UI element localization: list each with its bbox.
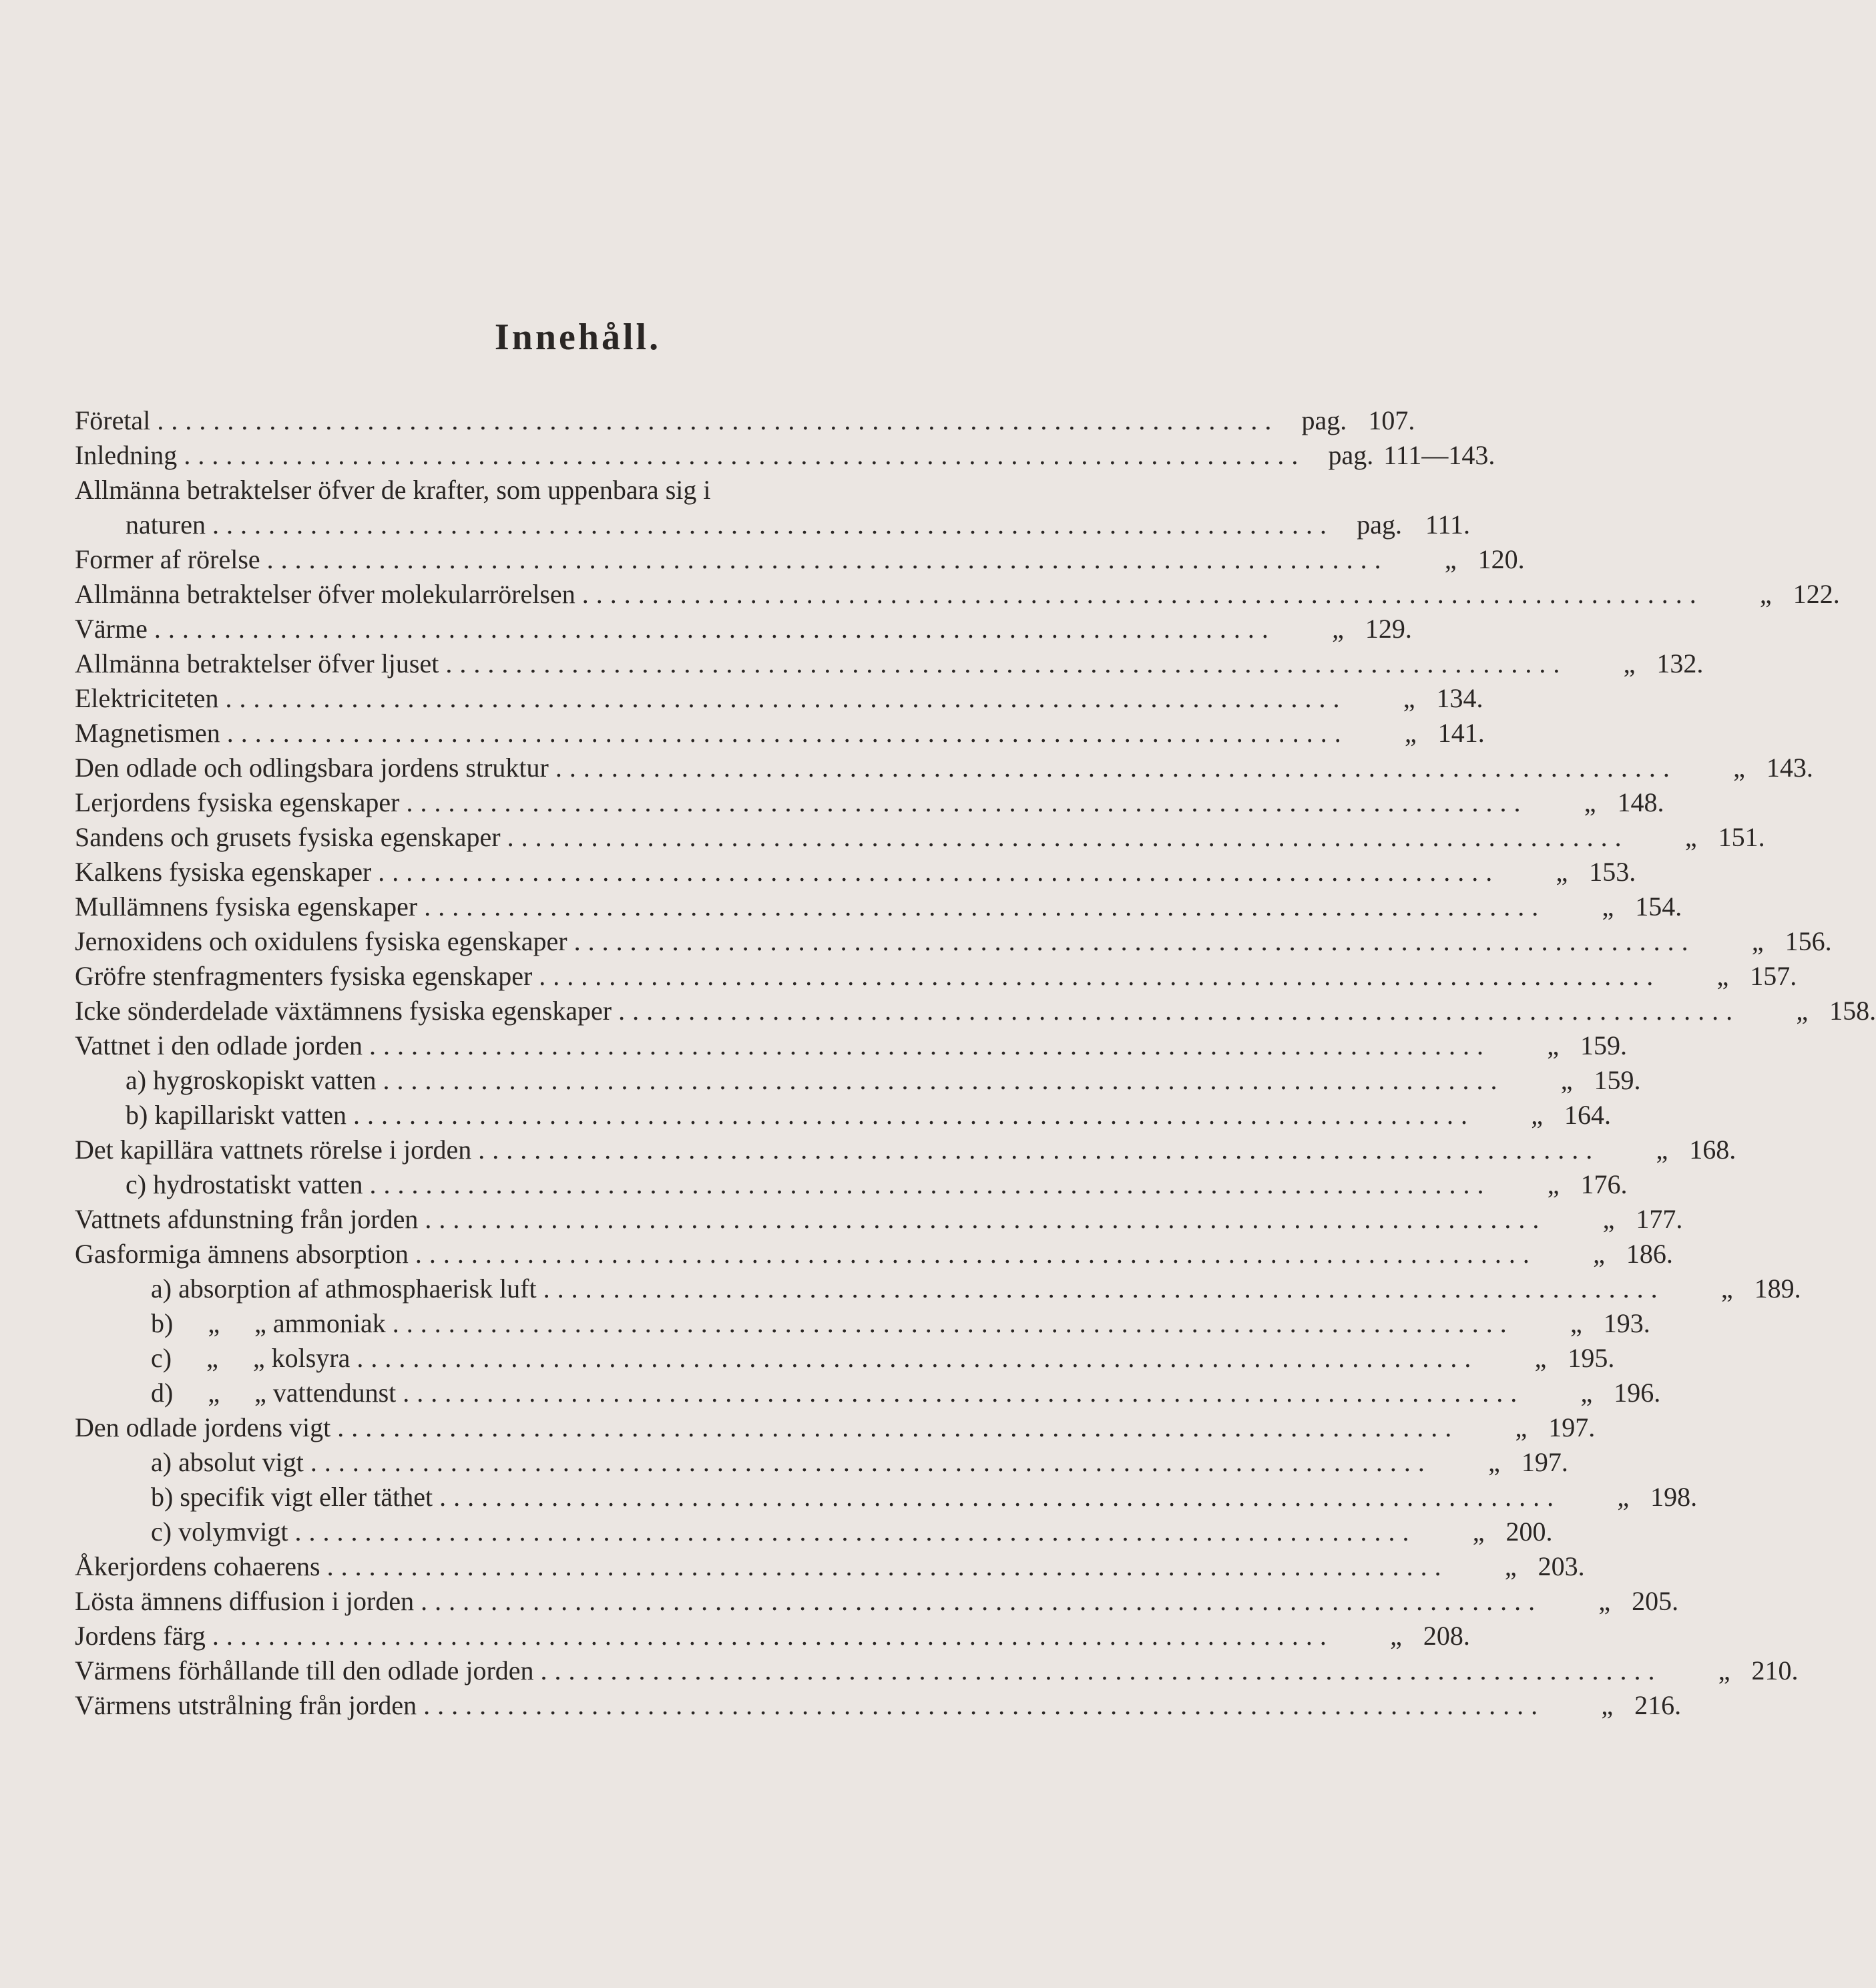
toc-page-prefix: „	[1796, 996, 1809, 1026]
ditto-mark: „	[206, 1343, 218, 1373]
dot-leader: ................................................................................	[581, 579, 1704, 609]
toc-entry	[75, 820, 1765, 855]
toc-page-number: 158.	[1829, 996, 1876, 1026]
toc-page-number: 107.	[1368, 405, 1415, 435]
toc-entry-title: Allmänna betraktelser öfver molekularrörelsen	[75, 579, 575, 609]
toc-entry-title: Gasformiga ämnens absorption	[75, 1239, 409, 1269]
dot-leader: ................................................................................	[326, 1551, 1449, 1581]
toc-page-prefix: „	[1716, 961, 1729, 991]
dot-leader: ................................................................................	[226, 718, 1349, 748]
toc-page-prefix: „	[1404, 718, 1417, 748]
toc-entry-title: b) specifik vigt eller täthet	[151, 1482, 433, 1512]
toc-entry-title	[151, 1376, 403, 1410]
toc-entry-title: Inledning	[75, 440, 178, 470]
toc-page-number: 186.	[1626, 1239, 1673, 1269]
toc-page-prefix: „	[1584, 787, 1596, 817]
toc-page-number: 205.	[1632, 1586, 1679, 1616]
toc-page-prefix: „	[1560, 1065, 1573, 1095]
table-of-contents	[75, 403, 1876, 1723]
toc-entry-title: Värmens utstrålning från jorden	[75, 1690, 417, 1720]
toc-entry	[75, 1653, 1799, 1688]
toc-page-number: 159.	[1580, 1030, 1627, 1060]
toc-entry-title: Den odlade och odlingsbara jordens struktur	[75, 753, 549, 783]
toc-subentry	[75, 1341, 1615, 1376]
toc-page-number: 156.	[1785, 926, 1832, 956]
toc-page-prefix: „	[1720, 1273, 1733, 1304]
toc-page-number: 197.	[1521, 1447, 1568, 1477]
dot-leader: ................................................................................	[423, 1690, 1546, 1720]
toc-entry-title: Den odlade jordens vigt	[75, 1412, 331, 1442]
toc-entry-title: Vattnets afdunstning från jorden	[75, 1204, 419, 1234]
dot-leader: ................................................................................	[369, 1169, 1491, 1199]
toc-entry	[75, 577, 1840, 612]
toc-page-number: 153.	[1589, 857, 1636, 887]
toc-page-number: 195.	[1568, 1343, 1615, 1373]
toc-page-prefix: „	[1623, 648, 1636, 678]
dot-leader: ................................................................................	[445, 648, 1568, 678]
toc-page-number: 122.	[1793, 579, 1840, 609]
toc-entry-title: Kalkens fysiska egenskaper	[75, 857, 372, 887]
toc-page-number: 134.	[1436, 683, 1483, 713]
toc-page-prefix: „	[1601, 1690, 1614, 1720]
toc-entry	[75, 681, 1483, 716]
toc-page-prefix: „	[1580, 1378, 1593, 1408]
toc-page-prefix: „	[1488, 1447, 1500, 1477]
toc-entry-title: Mullämnens fysiska egenskaper	[75, 891, 418, 922]
toc-entry-rest: kolsyra	[271, 1343, 350, 1373]
toc-entry-title: Lösta ämnens diffusion i jorden	[75, 1586, 415, 1616]
toc-entry-title: Värme	[75, 614, 148, 644]
toc-entry	[75, 1549, 1585, 1584]
toc-entry-title: Elektriciteten	[75, 683, 219, 713]
toc-entry-title: c) hydrostatiskt vatten	[126, 1169, 363, 1199]
toc-entry-title	[151, 1341, 357, 1376]
toc-entry	[75, 646, 1704, 681]
toc-entry	[75, 403, 1415, 438]
toc-page-number: 111.	[1425, 510, 1470, 540]
dot-leader: ................................................................................	[573, 926, 1696, 956]
toc-page-number: 157.	[1750, 961, 1797, 991]
toc-subentry	[75, 1271, 1801, 1306]
toc-entry-label: c)	[151, 1343, 172, 1373]
toc-entry-title: Det kapillära vattnets rörelse i jorden	[75, 1135, 472, 1165]
toc-page-number: 143.	[1766, 753, 1813, 783]
toc-page-prefix: „	[1332, 614, 1344, 644]
toc-page-prefix: „	[1403, 683, 1415, 713]
toc-entry	[75, 1133, 1736, 1167]
toc-page-number: 189.	[1754, 1273, 1801, 1304]
toc-page-number: 111—143.	[1383, 440, 1495, 470]
toc-page-prefix: „	[1531, 1100, 1544, 1130]
page-title: Innehåll.	[494, 317, 662, 358]
toc-entry	[75, 994, 1876, 1028]
dot-leader: ................................................................................	[225, 683, 1347, 713]
toc-entry-title: Allmänna betraktelser öfver de krafter, som uppenbara sig i	[75, 475, 711, 505]
ditto-mark: „	[254, 1308, 266, 1338]
toc-page-number: 196.	[1614, 1378, 1661, 1408]
dot-leader: ................................................................................	[294, 1517, 1417, 1547]
toc-page-prefix: „	[1556, 857, 1568, 887]
dot-leader: ................................................................................	[383, 1065, 1505, 1095]
toc-entry-title: Sandens och grusets fysiska egenskaper	[75, 822, 501, 852]
toc-page-number: 141.	[1437, 718, 1485, 748]
toc-page-number: 120.	[1477, 544, 1525, 574]
toc-page-number: 200.	[1505, 1517, 1553, 1547]
toc-page-number: 129.	[1365, 614, 1412, 644]
toc-subentry	[75, 1098, 1612, 1133]
toc-entry-title: Vattnet i den odlade jorden	[75, 1030, 363, 1060]
dot-leader: ................................................................................	[421, 1586, 1543, 1616]
toc-page-prefix: „	[1733, 753, 1745, 783]
toc-entry-continuation	[75, 508, 1470, 542]
toc-entry	[75, 889, 1682, 924]
toc-subentry	[75, 1063, 1641, 1098]
toc-page-prefix: „	[1598, 1586, 1611, 1616]
toc-entry-title: a) hygroskopiskt vatten	[126, 1065, 377, 1095]
toc-page-prefix: „	[1444, 544, 1457, 574]
dot-leader: ................................................................................	[369, 1030, 1491, 1060]
toc-entry-rest: ammoniak	[272, 1308, 386, 1338]
dot-leader: ................................................................................	[539, 961, 1661, 991]
toc-entry	[75, 716, 1485, 751]
toc-page-prefix: „	[1602, 891, 1614, 922]
toc-page-prefix: „	[1515, 1412, 1528, 1442]
dot-leader: ................................................................................	[212, 1621, 1334, 1651]
dot-leader: ................................................................................	[357, 1343, 1479, 1373]
toc-subentry	[75, 1480, 1698, 1515]
toc-subentry	[75, 1167, 1628, 1202]
toc-page-prefix: „	[1534, 1343, 1547, 1373]
toc-page-prefix: „	[1684, 822, 1697, 852]
toc-entry	[75, 1584, 1679, 1619]
toc-page-prefix: pag.	[1357, 510, 1402, 540]
toc-page-number: 198.	[1650, 1482, 1698, 1512]
toc-page-number: 168.	[1689, 1135, 1736, 1165]
toc-entry	[75, 1202, 1683, 1237]
toc-entry-title: Magnetismen	[75, 718, 220, 748]
toc-page-number: 148.	[1617, 787, 1664, 817]
toc-page-prefix: „	[1751, 926, 1764, 956]
dot-leader: ................................................................................	[439, 1482, 1562, 1512]
toc-entry	[75, 1028, 1627, 1063]
dot-leader: ................................................................................	[157, 405, 1279, 435]
toc-entry	[75, 542, 1525, 577]
dot-leader: ................................................................................	[154, 614, 1276, 644]
toc-page-number: 154.	[1635, 891, 1682, 922]
toc-page-prefix: „	[1547, 1030, 1559, 1060]
ditto-mark: „	[208, 1378, 220, 1408]
toc-page-number: 159.	[1594, 1065, 1641, 1095]
toc-entry-rest: vattendunst	[272, 1378, 397, 1408]
toc-entry	[75, 1237, 1673, 1271]
ditto-mark: „	[208, 1308, 220, 1338]
toc-page-number: 210.	[1751, 1655, 1799, 1685]
toc-page-number: 203.	[1538, 1551, 1585, 1581]
toc-entry	[75, 1410, 1596, 1445]
toc-entry-title: a) absorption af athmosphaerisk luft	[151, 1273, 537, 1304]
toc-entry-title: Gröfre stenfragmenters fysiska egenskaper	[75, 961, 533, 991]
toc-page-prefix: „	[1759, 579, 1772, 609]
toc-page-prefix: pag.	[1301, 405, 1347, 435]
toc-page-prefix: „	[1472, 1517, 1485, 1547]
toc-entry	[75, 1688, 1682, 1723]
dot-leader: ................................................................................	[618, 996, 1740, 1026]
toc-entry-title: b) kapillariskt vatten	[126, 1100, 347, 1130]
toc-subentry	[75, 1515, 1553, 1549]
toc-entry-title: c) volymvigt	[151, 1517, 288, 1547]
toc-page-number: 193.	[1603, 1308, 1650, 1338]
toc-subentry	[75, 1376, 1661, 1410]
dot-leader: ................................................................................	[415, 1239, 1537, 1269]
toc-page-number: 177.	[1636, 1204, 1683, 1234]
toc-entry-label: b)	[151, 1308, 174, 1338]
toc-page-prefix: „	[1656, 1135, 1668, 1165]
dot-leader: ................................................................................	[184, 440, 1306, 470]
toc-page-prefix: „	[1547, 1169, 1560, 1199]
toc-page-prefix: „	[1570, 1308, 1582, 1338]
dot-leader: ................................................................................	[392, 1308, 1514, 1338]
dot-leader: ................................................................................	[378, 857, 1500, 887]
toc-entry-title: Värmens förhållande till den odlade jorden	[75, 1655, 534, 1685]
dot-leader: ................................................................................	[543, 1273, 1665, 1304]
toc-subentry	[75, 1306, 1650, 1341]
toc-entry	[75, 438, 1495, 473]
dot-leader: ................................................................................	[555, 753, 1677, 783]
dot-leader: ................................................................................	[310, 1447, 1432, 1477]
toc-entry-title: Allmänna betraktelser öfver ljuset	[75, 648, 439, 678]
dot-leader: ................................................................................	[478, 1135, 1600, 1165]
ditto-mark: „	[252, 1343, 265, 1373]
dot-leader: ................................................................................	[425, 1204, 1547, 1234]
toc-entry-title	[151, 1306, 393, 1341]
toc-entry	[75, 1619, 1470, 1653]
toc-page-number: 208.	[1423, 1621, 1470, 1651]
toc-entry-title: Jernoxidens och oxidulens fysiska egenskaper	[75, 926, 567, 956]
toc-page-prefix: „	[1602, 1204, 1615, 1234]
toc-entry-title: Jordens färg	[75, 1621, 206, 1651]
ditto-mark: „	[254, 1378, 266, 1408]
toc-page-number: 216.	[1634, 1690, 1682, 1720]
toc-entry	[75, 473, 980, 508]
toc-subentry	[75, 1445, 1568, 1480]
dot-leader: ................................................................................	[424, 891, 1546, 922]
toc-page-number: 176.	[1580, 1169, 1628, 1199]
toc-page-prefix: „	[1718, 1655, 1730, 1685]
dot-leader: ................................................................................	[212, 510, 1334, 540]
toc-entry	[75, 959, 1797, 994]
toc-entry	[75, 855, 1636, 889]
dot-leader: ................................................................................	[353, 1100, 1475, 1130]
dot-leader: ................................................................................	[403, 1378, 1525, 1408]
toc-entry-title: naturen	[126, 510, 206, 540]
dot-leader: ................................................................................	[406, 787, 1528, 817]
toc-entry-title: Åkerjordens cohaerens	[75, 1551, 320, 1581]
toc-entry-title: Företal	[75, 405, 151, 435]
toc-entry	[75, 612, 1412, 646]
toc-entry-title: a) absolut vigt	[151, 1447, 304, 1477]
toc-page-prefix: „	[1504, 1551, 1517, 1581]
toc-entry-title: Lerjordens fysiska egenskaper	[75, 787, 400, 817]
dot-leader: ................................................................................	[266, 544, 1389, 574]
toc-entry-label: d)	[151, 1378, 174, 1408]
toc-entry	[75, 924, 1832, 959]
toc-page-number: 164.	[1564, 1100, 1612, 1130]
dot-leader: ................................................................................	[337, 1412, 1459, 1442]
toc-page-number: 132.	[1656, 648, 1704, 678]
toc-entry-title: Former af rörelse	[75, 544, 260, 574]
toc-entry	[75, 751, 1813, 785]
toc-page-prefix: pag.	[1328, 440, 1374, 470]
dot-leader: ................................................................................	[540, 1655, 1662, 1685]
toc-page-number: 151.	[1718, 822, 1765, 852]
toc-entry	[75, 785, 1664, 820]
toc-page-prefix: „	[1390, 1621, 1402, 1651]
toc-page-prefix: „	[1593, 1239, 1605, 1269]
toc-entry-title: Icke sönderdelade växtämnens fysiska egenskaper	[75, 996, 612, 1026]
toc-page-prefix: „	[1617, 1482, 1630, 1512]
toc-page-number: 197.	[1548, 1412, 1596, 1442]
dot-leader: ................................................................................	[507, 822, 1629, 852]
